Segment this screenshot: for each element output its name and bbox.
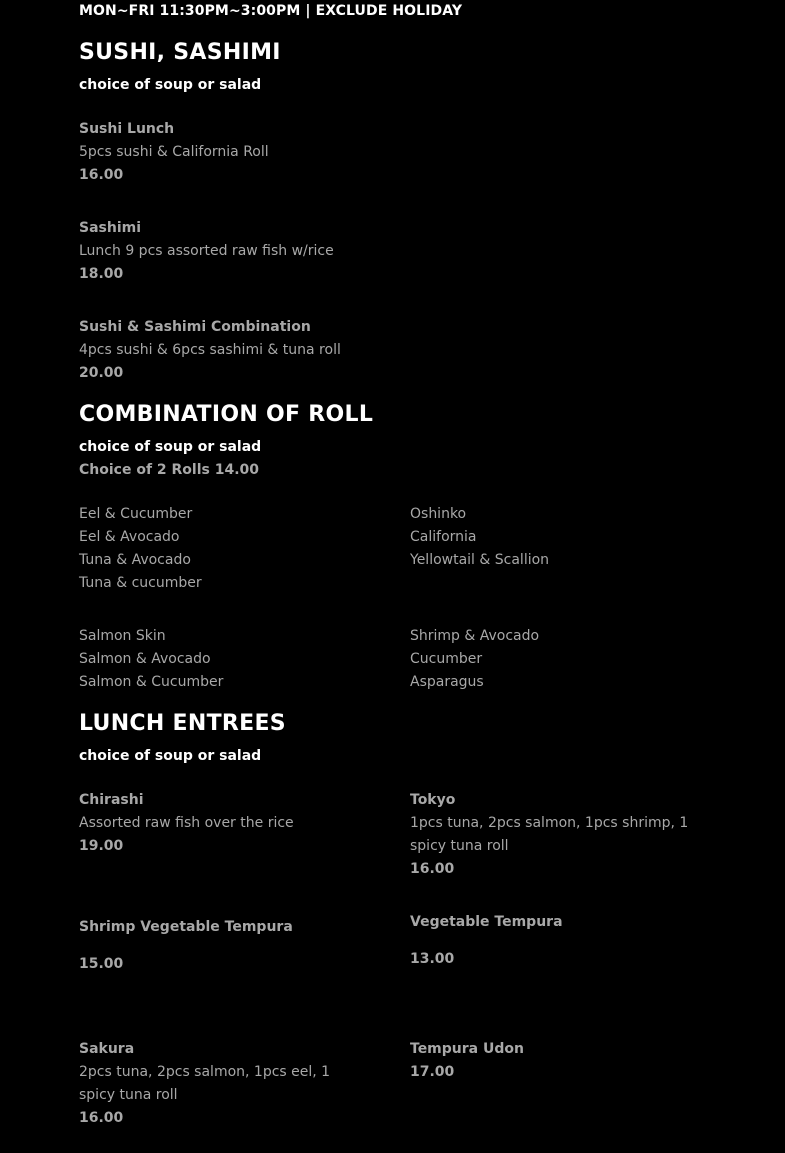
item-desc: Assorted raw fish over the rice bbox=[79, 815, 294, 831]
roll-option: Salmon & Avocado bbox=[79, 651, 211, 667]
item-name: Sashimi bbox=[79, 220, 142, 236]
roll-option: Salmon Skin bbox=[79, 628, 166, 644]
section-title-lunch-entrees: LUNCH ENTREES bbox=[79, 711, 286, 736]
sushi-note: choice of soup or salad bbox=[79, 77, 262, 93]
item-price: 13.00 bbox=[410, 951, 455, 967]
combo-note: choice of soup or salad bbox=[79, 439, 262, 455]
lunch-hours: MON~FRI 11:30PM~3:00PM | EXCLUDE HOLIDAY bbox=[79, 3, 463, 19]
menu-item-tempura-udon bbox=[410, 1038, 690, 1084]
item-price: 16.00 bbox=[79, 1110, 124, 1126]
menu-item-tokyo bbox=[410, 789, 690, 881]
section-title-sushi-sashimi: SUSHI, SASHIMI bbox=[79, 40, 281, 65]
item-desc: Lunch 9 pcs assorted raw fish w/rice bbox=[79, 243, 334, 259]
item-price: 19.00 bbox=[79, 838, 124, 854]
section-title-combination-of-roll: COMBINATION OF ROLL bbox=[79, 402, 374, 427]
roll-option: Shrimp & Avocado bbox=[410, 628, 540, 644]
item-name: Vegetable Tempura bbox=[410, 914, 563, 930]
combo-choice: Choice of 2 Rolls 14.00 bbox=[79, 462, 260, 478]
roll-list-group1-left bbox=[79, 503, 379, 595]
item-price: 16.00 bbox=[410, 861, 455, 877]
roll-option: Cucumber bbox=[410, 651, 483, 667]
item-name: Sakura bbox=[79, 1041, 135, 1057]
item-name: Chirashi bbox=[79, 792, 144, 808]
menu-item-sashimi bbox=[79, 217, 379, 286]
item-name: Tempura Udon bbox=[410, 1041, 524, 1057]
roll-option: Tuna & cucumber bbox=[79, 575, 202, 591]
item-desc: 5pcs sushi & California Roll bbox=[79, 144, 269, 160]
roll-option: Yellowtail & Scallion bbox=[410, 552, 550, 568]
roll-option: Oshinko bbox=[410, 506, 467, 522]
item-price: 16.00 bbox=[79, 167, 124, 183]
menu-item-shrimp-vegetable-tempura bbox=[79, 916, 379, 976]
roll-option: Asparagus bbox=[410, 674, 484, 690]
roll-option: Tuna & Avocado bbox=[79, 552, 191, 568]
item-name: Tokyo bbox=[410, 792, 456, 808]
roll-option: Salmon & Cucumber bbox=[79, 674, 224, 690]
item-name: Shrimp Vegetable Tempura bbox=[79, 919, 293, 935]
roll-option: Eel & Cucumber bbox=[79, 506, 193, 522]
item-price: 15.00 bbox=[79, 956, 124, 972]
roll-list-group2-right bbox=[410, 625, 690, 694]
menu-item-sushi-sashimi-combination bbox=[79, 316, 479, 385]
roll-option: California bbox=[410, 529, 477, 545]
menu-item-vegetable-tempura bbox=[410, 911, 690, 971]
roll-list-group1-right bbox=[410, 503, 690, 572]
item-price: 20.00 bbox=[79, 365, 124, 381]
item-price: 17.00 bbox=[410, 1064, 455, 1080]
menu-item-chirashi bbox=[79, 789, 379, 858]
item-price: 18.00 bbox=[79, 266, 124, 282]
item-name: Sushi Lunch bbox=[79, 121, 175, 137]
item-desc: 2pcs tuna, 2pcs salmon, 1pcs eel, 1 spicy tuna roll bbox=[79, 1064, 331, 1103]
entrees-note: choice of soup or salad bbox=[79, 748, 262, 764]
roll-list-group2-left bbox=[79, 625, 379, 694]
item-desc: 4pcs sushi & 6pcs sashimi & tuna roll bbox=[79, 342, 341, 358]
item-desc: 1pcs tuna, 2pcs salmon, 1pcs shrimp, 1 spicy tuna roll bbox=[410, 815, 689, 854]
roll-option: Eel & Avocado bbox=[79, 529, 180, 545]
menu-item-sushi-lunch bbox=[79, 118, 379, 187]
menu-item-sakura bbox=[79, 1038, 364, 1130]
item-name: Sushi & Sashimi Combination bbox=[79, 319, 311, 335]
